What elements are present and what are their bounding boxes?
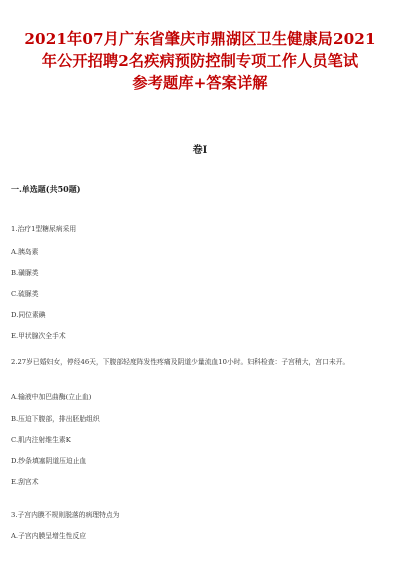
question-1-option-c: C.硫脲类	[11, 290, 39, 298]
title-line-2: 年公开招聘2名疾病预防控制专项工作人员笔试	[41, 52, 359, 70]
question-2-option-d: D.纱条填塞阴道压迫止血	[11, 457, 87, 465]
document-title	[14, 28, 386, 94]
title-line-3: 参考题库+答案详解	[132, 74, 268, 92]
question-1-option-e: E.甲状腺次全手术	[11, 332, 66, 340]
question-3-option-a: A.子宫内膜呈增生性反应	[11, 532, 87, 540]
question-1-option-b: B.磺脲类	[11, 269, 39, 277]
volume-label: 卷I	[192, 145, 208, 156]
section-heading: 一.单选题(共50题)	[11, 184, 81, 194]
question-1-option-d: D.同位素碘	[11, 311, 46, 319]
question-2-stem: 2.27岁已婚妇女，停经46天，下腹部轻度阵发性疼痛及阴道少量流血10小时。妇科检查：子宫稍大，宫口未开。	[11, 358, 350, 366]
question-2-option-c: C.肌内注射维生素K	[11, 436, 71, 444]
question-1-option-a: A.胰岛素	[11, 248, 39, 256]
question-2-option-b: B.压迫下腹部，排出胚胎组织	[11, 415, 100, 423]
question-2-option-e: E.刮宫术	[11, 478, 39, 486]
question-2-option-a: A.输液中加巴曲酶(立止血)	[11, 393, 92, 401]
title-line-1: 2021年07月广东省肇庆市鼎湖区卫生健康局2021	[24, 30, 376, 48]
question-1-stem: 1.治疗1型糖尿病采用	[11, 225, 77, 233]
question-3-stem: 3.子宫内膜不规则脱落的病理特点为	[11, 511, 120, 519]
